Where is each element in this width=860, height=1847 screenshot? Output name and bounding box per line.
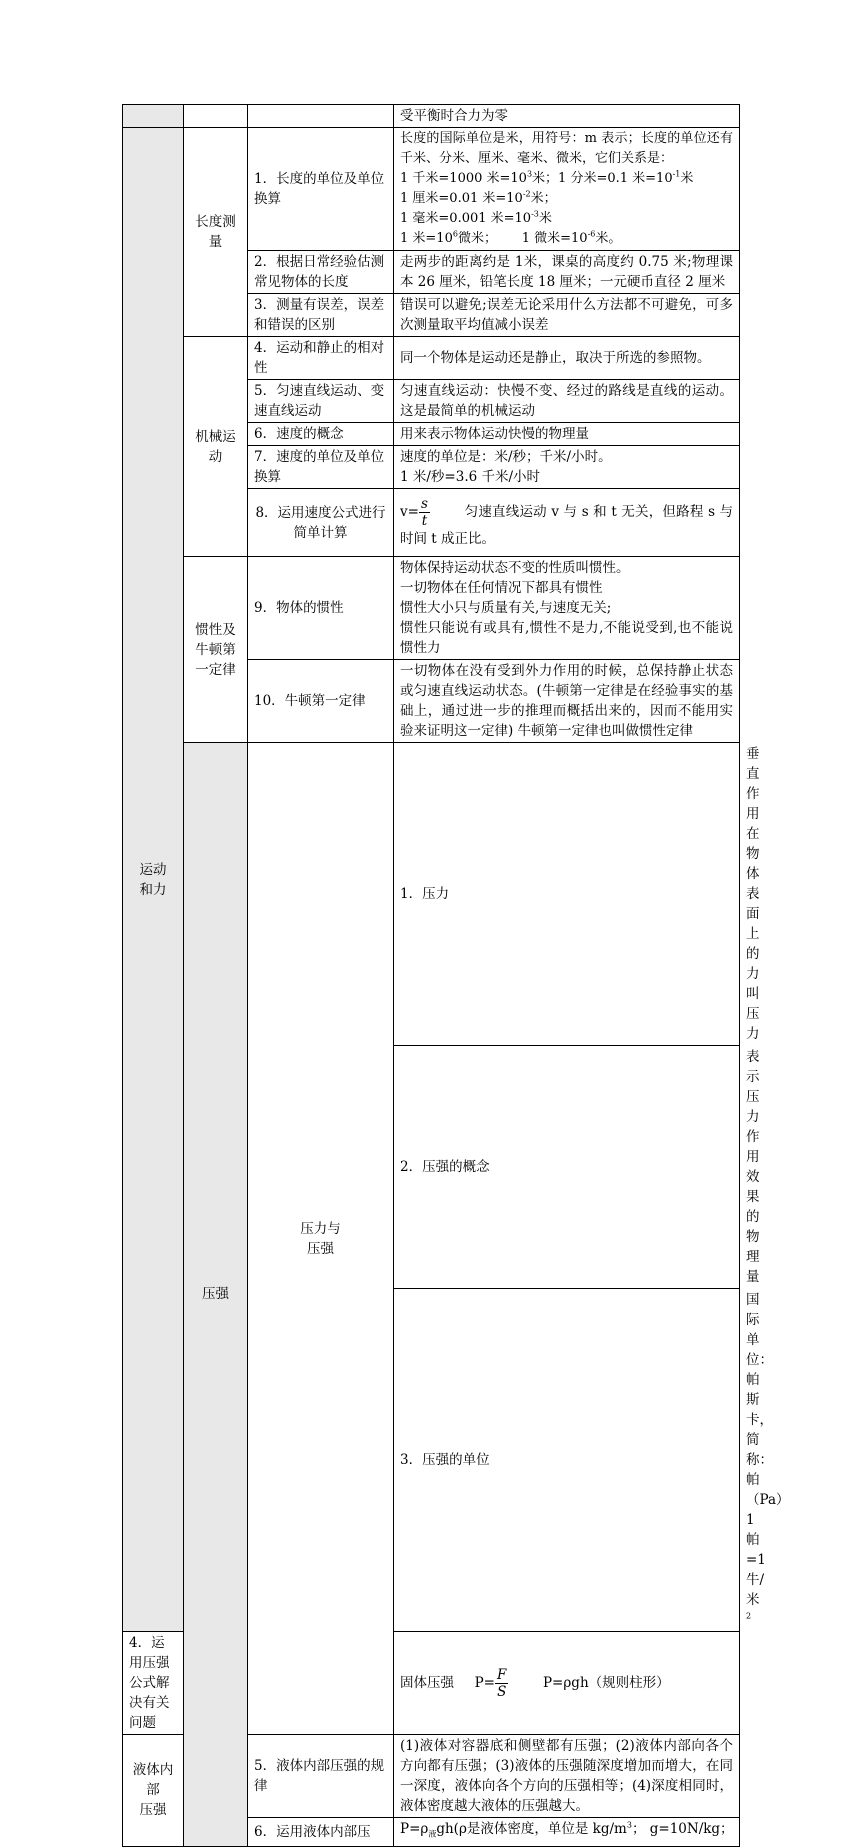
- desc-cell: 长度的国际单位是米，用符号：m 表示；长度的单位还有千米、分米、厘米、毫米、微米，它们关系是： 1 千米=1000 米$=10^3$米；1 分米=0.1 米$=10^{-1}$米 1 厘米=0.01 米$=10^{-2}$米； 1 毫米=0.001 米$=10^{-3}$米 1 米$=10^6$微米； 1 微米$=10^{-6}$米。: [394, 128, 740, 251]
- desc-cell: 一切物体在没有受到外力作用的时候，总保持静止状态或匀速直线运动状态。(牛顿第一定律是在经验事实的基础上，通过进一步的推理而概括出来的，因而不能用实验来证明这一定律) 牛顿第一定律也叫做惯性定律: [394, 660, 740, 743]
- pressure-formula: P= $\frac{F}{S}$: [474, 1666, 507, 1700]
- item-cell: 1．压力: [394, 743, 740, 1046]
- table-row: 3．压强的单位 国际单位：帕斯卡，简称：帕（Pa） 1 帕=1 牛/米$^2$: [123, 1289, 740, 1632]
- desc-cell: 受平衡时合力为零: [394, 105, 740, 128]
- desc-cell: $P=\rho_液gh(\rho$是液体密度，单位是 $kg/m^3$； g=10N/kg；: [394, 1818, 740, 1847]
- item-cell: 4．运用压强公式解决有关问题: [123, 1632, 184, 1735]
- topic-cell: [184, 105, 248, 128]
- item-cell: 9．物体的惯性: [248, 557, 394, 660]
- item-cell: 2．根据日常经验估测常见物体的长度: [248, 251, 394, 294]
- knowledge-table: [122, 104, 790, 1847]
- section-pressure: 压强: [184, 743, 248, 1847]
- desc-cell: 固体压强 P= $\frac{F}{S}$ P=ρgh（规则柱形）: [394, 1632, 740, 1735]
- item-cell: 5．液体内部压强的规律: [248, 1735, 394, 1818]
- topic-mechanical-motion: 机械运 动: [184, 337, 248, 557]
- desc-cell: v= $\frac{s}{t}$ 匀速直线运动 v 与 s 和 t 无关，但路程 s 与时间 t 成正比。: [394, 489, 740, 557]
- desc-cell: 同一个物体是运动还是静止，取决于所选的参照物。: [394, 337, 740, 380]
- item-cell: 10．牛顿第一定律: [248, 660, 394, 743]
- item-cell: 2．压强的概念: [394, 1046, 740, 1289]
- desc-cell: (1)液体对容器底和侧壁都有压强；(2)液体内部向各个方向都有压强；(3)液体的压强随深度增加而增大，在同一深度，液体向各个方向的压强相等；(4)深度相同时，液体密度越大液体的压强越大。: [394, 1735, 740, 1818]
- desc-cell: 物体保持运动状态不变的性质叫惯性。 一切物体在任何情况下都具有惯性 惯性大小只与质量有关,与速度无关; 惯性只能说有或具有,惯性不是力,不能说受到,也不能说惯性力: [394, 557, 740, 660]
- desc-cell: 错误可以避免;误差无论采用什么方法都不可避免，可多次测量取平均值减小误差: [394, 294, 740, 337]
- topic-pressure: 压力与 压强: [248, 743, 394, 1735]
- table-row: [123, 337, 740, 380]
- table-row: [123, 105, 740, 128]
- section-motion: 运动 和力: [123, 128, 184, 1632]
- item-cell: 7．速度的单位及单位换算: [248, 446, 394, 489]
- item-cell: 5．匀速直线运动、变速直线运动: [248, 380, 394, 423]
- item-cell: [248, 105, 394, 128]
- topic-length: 长度测 量: [184, 128, 248, 337]
- item-cell: 4．运动和静止的相对性: [248, 337, 394, 380]
- item-cell: 3．压强的单位: [394, 1289, 740, 1632]
- item-cell: 6．速度的概念: [248, 423, 394, 446]
- topic-liquid-pressure: 液体内 部 压强: [123, 1735, 184, 1847]
- item-cell: 1．长度的单位及单位换算: [248, 128, 394, 251]
- item-cell: 8．运用速度公式进行简单计算: [248, 489, 394, 557]
- table-row: [123, 557, 740, 660]
- speed-formula: v= $\frac{s}{t}$: [400, 496, 428, 529]
- topic-inertia: 惯性及 牛顿第 一定律: [184, 557, 248, 743]
- desc-cell: 匀速直线运动：快慢不变、经过的路线是直线的运动。这是最简单的机械运动: [394, 380, 740, 423]
- table-row: 2．压强的概念 表示压力作用效果的物理量: [123, 1046, 740, 1289]
- table-row: [123, 128, 740, 251]
- table-row: 压强 压力与 压强 1．压力 垂直作用在物体表面上的力叫压力: [123, 743, 740, 1046]
- desc-cell: 用来表示物体运动快慢的物理量: [394, 423, 740, 446]
- desc-cell: 速度的单位是：米/秒；千米/小时。 1 米/秒=3.6 千米/小时: [394, 446, 740, 489]
- section-cell: [123, 105, 184, 128]
- desc-cell: 走两步的距离约是 1米，课桌的高度约 0.75 米;物理课本 26 厘米，铅笔长度 18 厘米；一元硬币直径 2 厘米: [394, 251, 740, 294]
- item-cell: 6．运用液体内部压: [248, 1818, 394, 1847]
- item-cell: 3．测量有误差，误差和错误的区别: [248, 294, 394, 337]
